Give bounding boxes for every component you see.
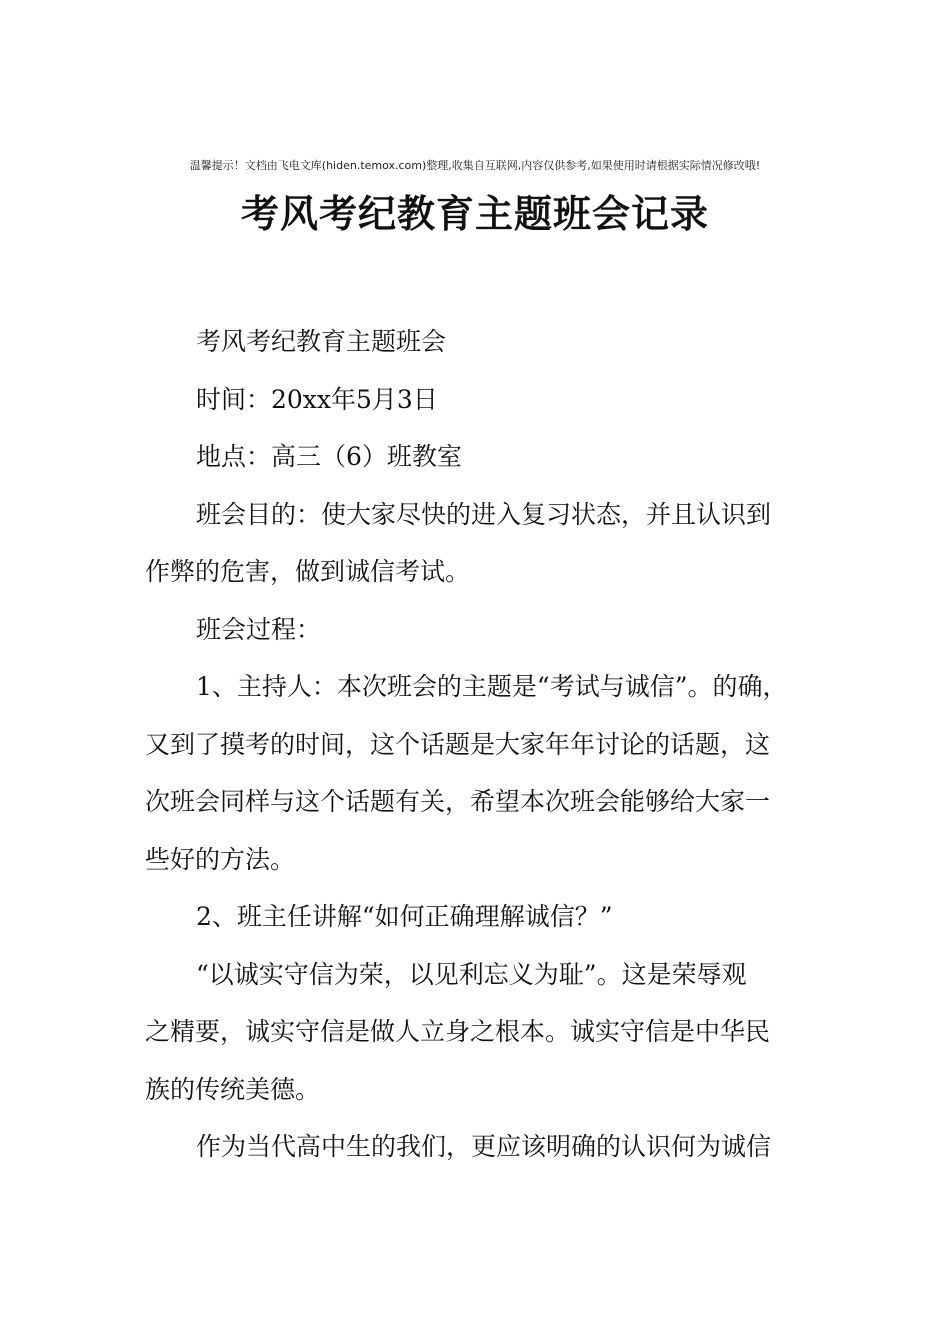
paragraph-quote bbox=[145, 946, 815, 1119]
paragraph-location bbox=[145, 428, 815, 486]
text-line: 作弊的危害，做到诚信考试。 bbox=[145, 557, 471, 586]
text-line: 之精要，诚实守信是做人立身之根本。诚实守信是中华民 bbox=[145, 1017, 771, 1046]
paragraph-heading bbox=[145, 313, 815, 371]
text-line: 考风考纪教育主题班会 bbox=[196, 327, 447, 356]
text-line: 些好的方法。 bbox=[145, 844, 296, 874]
text-line: “以诚实守信为荣，以见利忘义为耻”。这是荣辱观 bbox=[196, 959, 747, 989]
text-line: 班会过程： bbox=[196, 614, 322, 644]
paragraph-students bbox=[145, 1118, 815, 1176]
paragraph-purpose bbox=[145, 486, 815, 601]
paragraph-teacher bbox=[145, 888, 815, 946]
text-line: 又到了摸考的时间，这个话题是大家年年讨论的话题，这 bbox=[145, 729, 771, 759]
paragraph-process-heading bbox=[145, 601, 815, 659]
text-line: 1、主持人：本次班会的主题是“考试与诚信”。的确， bbox=[196, 672, 788, 701]
document-body bbox=[145, 313, 815, 1176]
paragraph-time bbox=[145, 371, 815, 429]
text-line: 作为当代高中生的我们，更应该明确的认识何为诚信 bbox=[196, 1132, 772, 1161]
text-line: 2、班主任讲解“如何正确理解诚信？” bbox=[196, 902, 613, 931]
page-title: 考风考纪教育主题班会记录 bbox=[240, 191, 709, 236]
text-line: 班会目的：使大家尽快的进入复习状态，并且认识到 bbox=[196, 499, 772, 529]
paragraph-host bbox=[145, 658, 815, 888]
text-line: 时间：20xx年5月3日 bbox=[196, 384, 438, 414]
text-line: 族的传统美德。 bbox=[145, 1074, 321, 1104]
download-notice: 温馨提示！文档由飞电文库(hiden.temox.com)整理,收集自互联网,内容仅供参考,如果使用时请根据实际情况修改哦! bbox=[189, 159, 761, 172]
text-line: 地点：高三（6）班教室 bbox=[196, 442, 462, 471]
text-line: 次班会同样与这个话题有关，希望本次班会能够给大家一 bbox=[145, 787, 771, 816]
